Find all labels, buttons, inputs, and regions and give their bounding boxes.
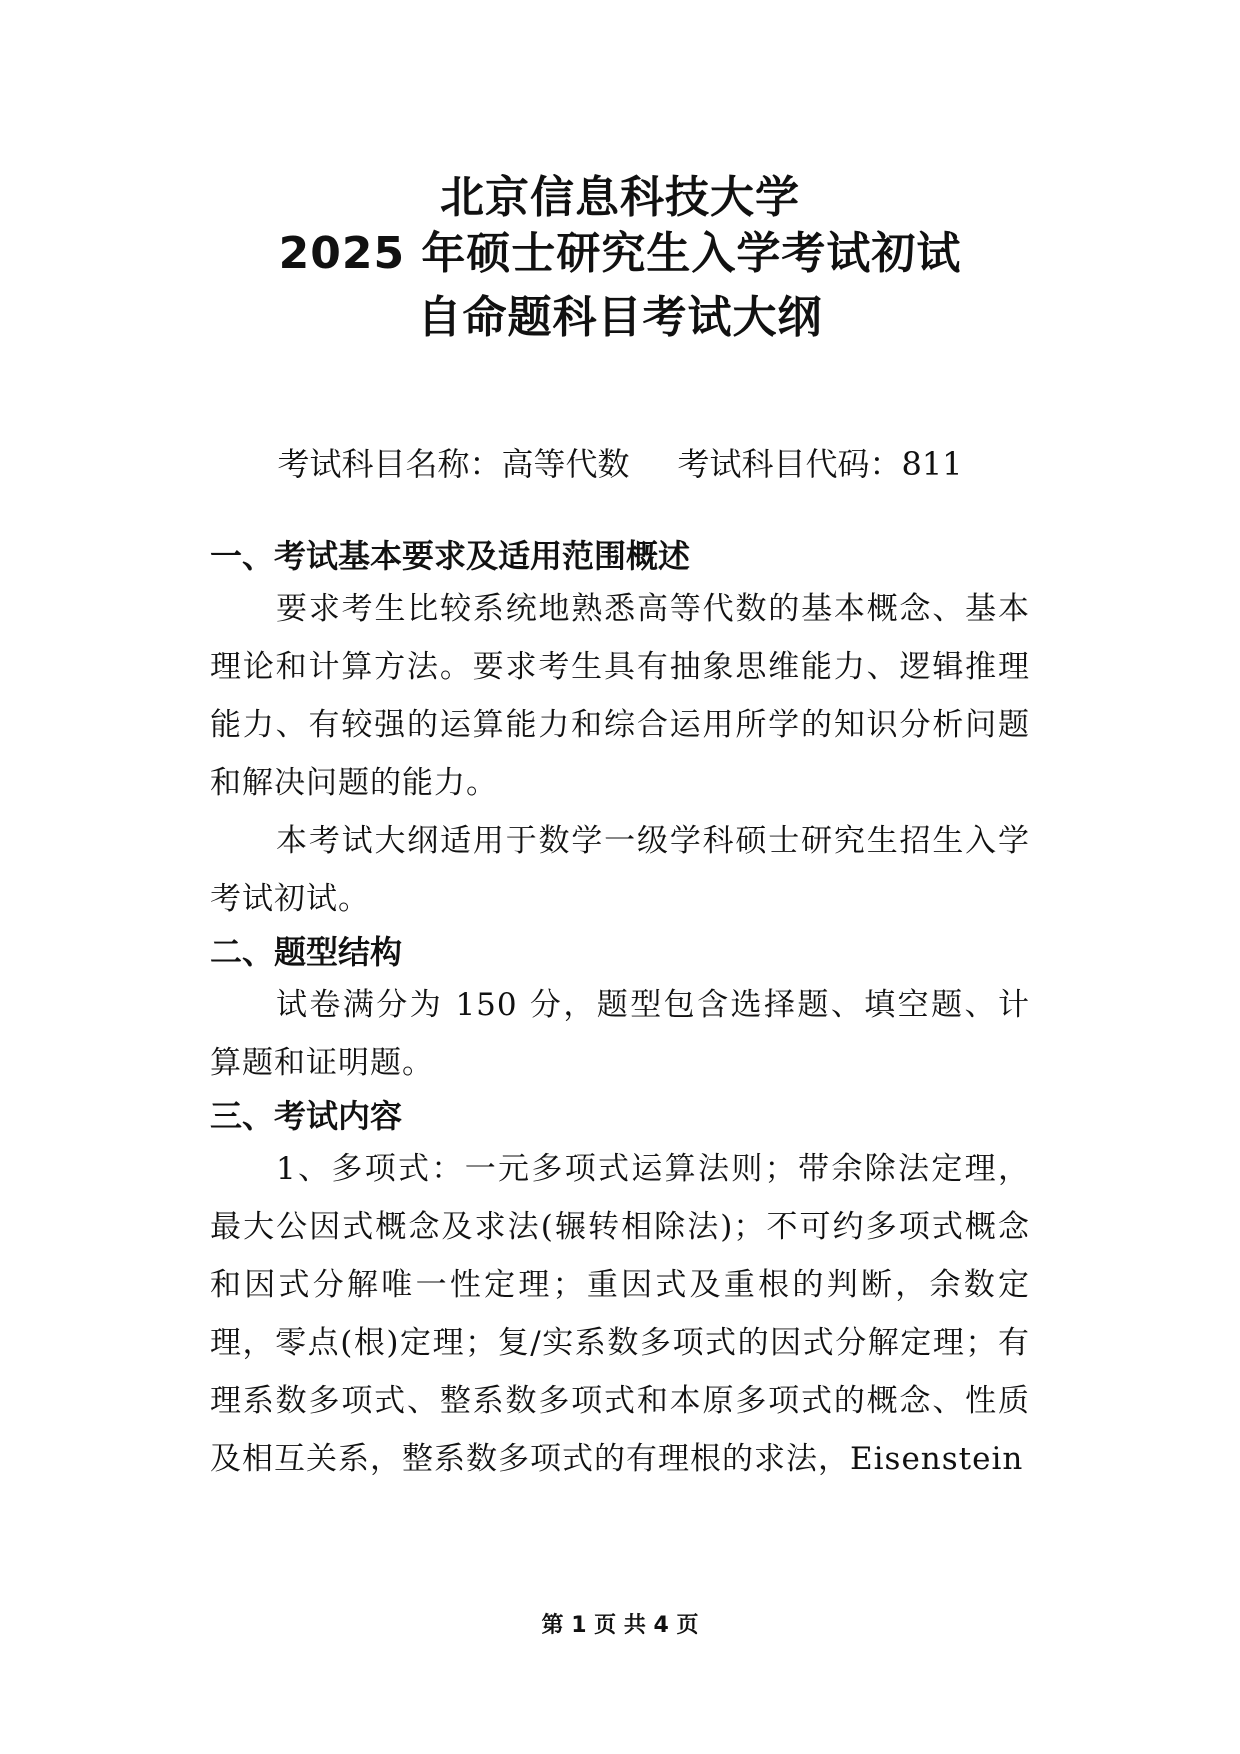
section-2-paragraph-1: 试卷满分为 150 分，题型包含选择题、填空题、计算题和证明题。 (210, 987, 1030, 1081)
subject-code: 考试科目代码：811 (677, 445, 963, 483)
page-number-footer: 第 1 页 共 4 页 (541, 1613, 699, 1638)
section-3-heading: 三、考试内容 (210, 1097, 403, 1135)
section-2-heading: 二、题型结构 (210, 933, 403, 971)
section-1-paragraph-2: 本考试大纲适用于数学一级学科硕士研究生招生入学考试初试。 (210, 823, 1030, 917)
title-university: 北京信息科技大学 (440, 172, 800, 223)
section-3-paragraph-1: 1、多项式：一元多项式运算法则；带余除法定理，最大公因式概念及求法(辗转相除法)；不可约多项式概念和因式分解唯一性定理；重因式及重根的判断，余数定理，零点(根)定理；复/实系数多项式的因式分解定理；有理系数多项式、整系数多项式和本原多项式的概念、性质及相互关系，整系数多项式的有理根的求法，Eisenstein (210, 1151, 1030, 1477)
subject-name: 考试科目名称：高等代数 (277, 445, 630, 483)
title-syllabus: 自命题科目考试大纲 (417, 292, 823, 343)
section-1-heading: 一、考试基本要求及适用范围概述 (210, 537, 691, 575)
title-exam: 2025 年硕士研究生入学考试初试 (278, 228, 962, 279)
section-1-paragraph-1: 要求考生比较系统地熟悉高等代数的基本概念、基本理论和计算方法。要求考生具有抽象思维能力、逻辑推理能力、有较强的运算能力和综合运用所学的知识分析问题和解决问题的能力。 (210, 591, 1030, 801)
subject-info (0, 444, 1240, 484)
